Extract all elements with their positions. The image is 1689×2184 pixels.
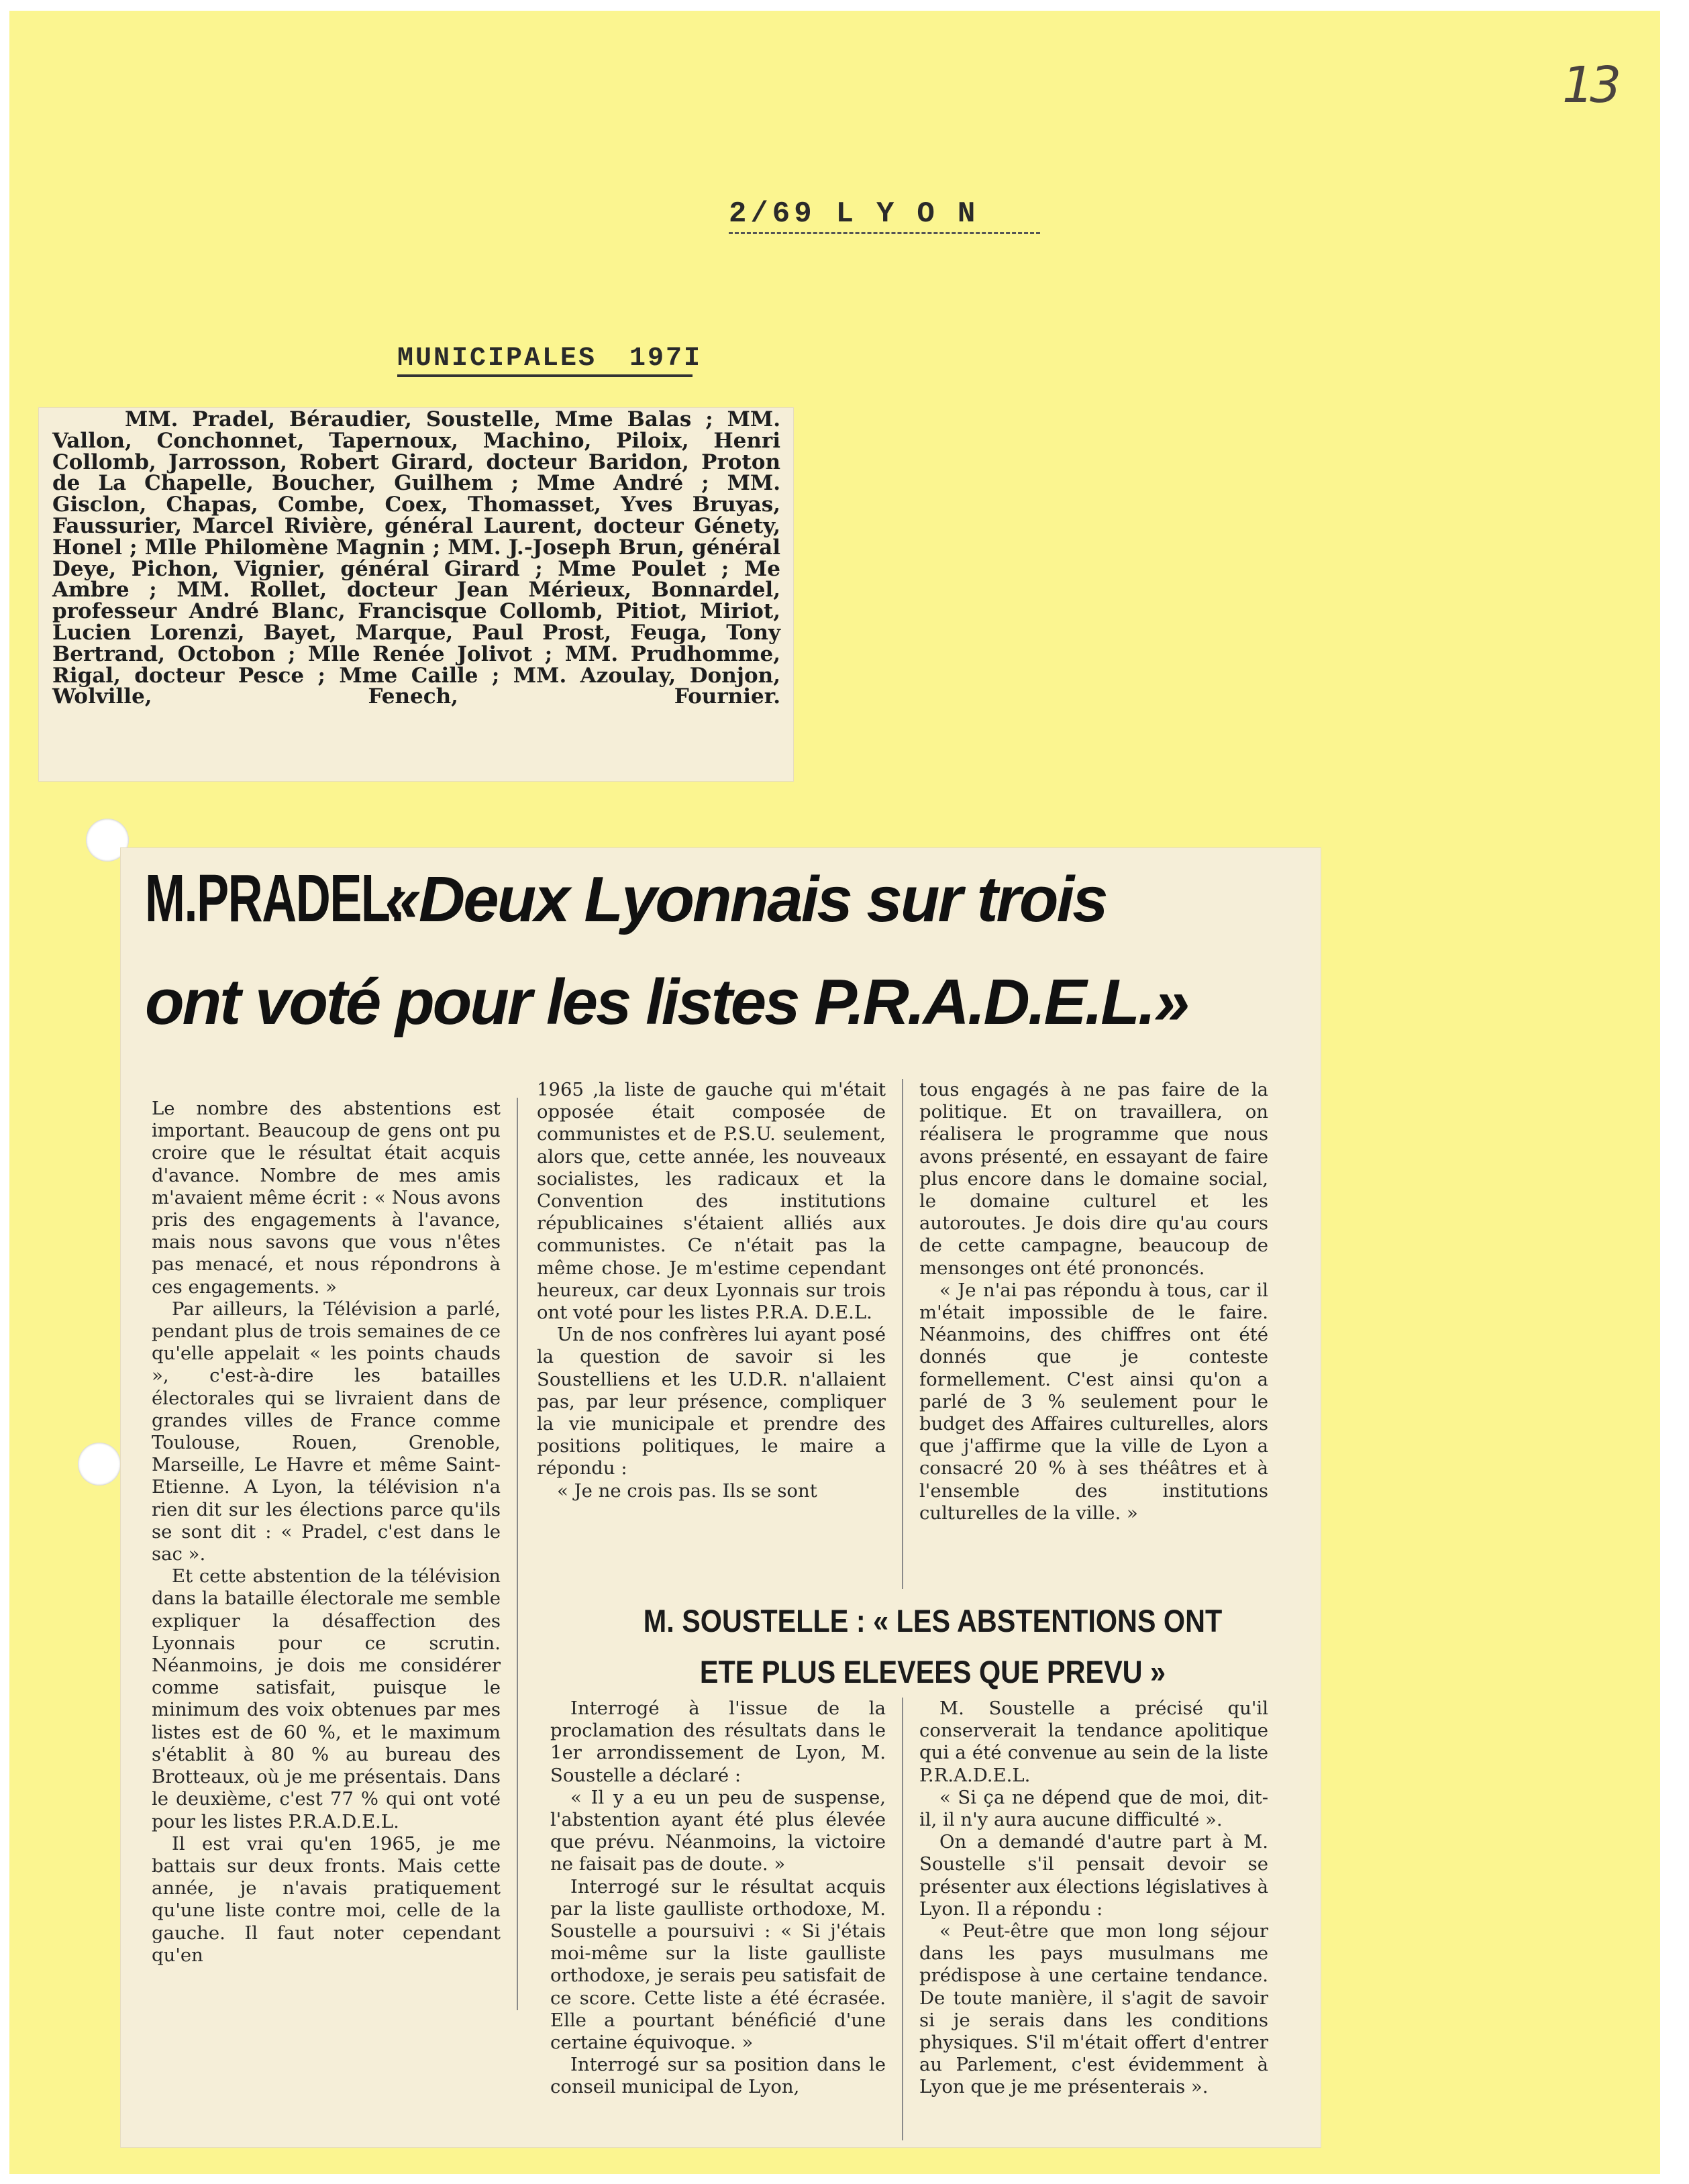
col2-paragraph: 1965 ,la liste de gauche qui m'était opposée était composée de communistes et de P.S.U. seulement, alors que, cette année, les nouveaux socialistes, les radicaux et la Convention des institutions républicaines s'étaient alliés aux communistes. Ce n'était pas la même chose. Je m'estime cependant heureux, car deux Lyonnais sur trois ont voté pour les listes P.R.A. D.E.L. (537, 1079, 886, 1324)
archive-city: LYON (835, 197, 999, 231)
col3-paragraph: « Je n'ai pas répondu à tous, car il m'était impossible de le faire. Néanmoins, des chiffres ont été donnés que je conteste formellement. C'est ainsi qu'on a parlé de 3 % seulement pour le budget des Affaires culturelles, alors que j'affirme que la ville de Lyon a consacré 20 % à ses théâtres et à l'ensemble des institutions culturelles de la ville. » (919, 1279, 1268, 1524)
column-rule (902, 1079, 903, 1589)
names-list-text: MM. Pradel, Béraudier, Soustelle, Mme Balas ; MM. Vallon, Conchonnet, Tapernoux, Machino, Piloix, Henri Collomb, Jarrosson, Robert Girard, docteur Baridon, Proton de La Chapelle, Boucher, Guilhem ; Mme André ; MM. Gisclon, Chapas, Combe, Coex, Thomasset, Yves Bruyas, Faussurier, Marcel Rivière, général Laurent, docteur Génety, Honel ; Mlle Philomène Magnin ; MM. J.-Joseph Brun, général Deye, Pichon, Vignier, général Girard ; Mme Poulet ; Me Ambre ; MM. Rollet, docteur Jean Mérieux, Bonnardel, professeur André Blanc, Francisque Collomb, Pitiot, Miriot, Lucien Lorenzi, Bayet, Marque, Paul Prost, Feuga, Tony Bertrand, Octobon ; Mlle Renée Jolivot ; MM. Prudhomme, Rigal, docteur Pesce ; Mme Caille ; MM. Azoulay, Donjon, Wolville, Fenech, Fournier. (52, 407, 780, 709)
article-column-5 (919, 1698, 1268, 2099)
archive-code: 2/69 (729, 197, 816, 231)
article-column-2 (537, 1079, 886, 1502)
col5-paragraph: M. Soustelle a précisé qu'il conserverait la tendance apolitique qui a été convenue au sein de la liste P.R.A.D.E.L. (919, 1698, 1268, 1786)
soustelle-subheadline: M. SOUSTELLE : « LES ABSTENTIONS ONT ETE PLUS ELEVEES QUE PREVU » (643, 1603, 1223, 1689)
column-rule (517, 1098, 518, 2010)
article-headline (145, 862, 1306, 1039)
col2-paragraph: Un de nos confrères lui ayant posé la question de savoir si les Soustelliens et les U.D.R. n'allaient pas, par leur présence, compliquer la vie municipale et prendre des positions politiques, le maire a répondu : (537, 1324, 886, 1479)
section-title: MUNICIPALES 197I (397, 344, 703, 374)
col4-paragraph: « Il y a eu un peu de suspense, l'abstention ayant été plus élevée que prévu. Néanmoins, la victoire ne faisait pas de doute. » (550, 1786, 886, 1875)
col1-paragraph: Le nombre des abstentions est important. Beaucoup de gens ont pu croire que le résultat était acquis d'avance. Nombre de mes amis m'avaient même écrit : « Nous avons pris des engagements à l'avance, mais nous savons que vous n'êtes pas menacé, et nous répondrons à ces engagements. » (152, 1098, 501, 1298)
article-column-3 (919, 1079, 1268, 1524)
headline-quote-part2: ont voté pour les listes P.R.A.D.E.L.» (145, 966, 1188, 1038)
col1-paragraph: Par ailleurs, la Télévision a parlé, pendant plus de trois semaines de ce qu'elle appelait « les points chauds », c'est-à-dire les batailles électorales qui se livraient dans de grandes villes de France comme Toulouse, Rouen, Grenoble, Marseille, Le Havre et même Saint-Etienne. A Lyon, la télévision n'a rien dit sur les élections parce qu'ils se sont dit : « Pradel, c'est dans le sac ». (152, 1298, 501, 1565)
col4-paragraph: Interrogé sur le résultat acquis par la liste gaulliste orthodoxe, M. Soustelle a poursuivi : « Si j'étais moi-même sur la liste gaulliste orthodoxe, je serais peu satisfait de ce score. Cette liste a été écrasée. Elle a pourtant bénéficié d'une certaine équivoque. » (550, 1875, 886, 2054)
header-underline (729, 232, 1040, 234)
column-rule (902, 1698, 903, 2140)
col2-paragraph: « Je ne crois pas. Ils se sont (557, 1479, 817, 1502)
article-column-4 (550, 1698, 886, 2099)
col1-paragraph: Et cette abstention de la télévision dans la bataille électorale me semble expliquer la désaffection des Lyonnais pour ce scrutin. Néanmoins, je dois me considérer comme satisfait, puisque le minimum des voix obtenues par mes listes est de 60 %, et le maximum s'établit à 80 % au bureau des Brotteaux, où je me présentais. Dans le deuxième, c'est 77 % qui ont voté pour les listes P.R.A.D.E.L. (152, 1565, 501, 1832)
col5-paragraph: « Si ça ne dépend que de moi, dit-il, il n'y aura aucune difficulté ». (919, 1786, 1268, 1831)
col5-paragraph: On a demandé d'autre part à M. Soustelle s'il pensait devoir se présenter aux élections législatives à Lyon. Il a répondu : (919, 1831, 1268, 1920)
page-number: 13 (1562, 56, 1618, 114)
article-column-1 (152, 1098, 501, 1967)
col4-paragraph: Interrogé sur sa position dans le conseil municipal de Lyon, (550, 2054, 886, 2098)
col1-paragraph: Il est vrai qu'en 1965, je me battais sur deux fronts. Mais cette année, je n'avais pratiquement qu'une liste contre moi, celle de la gauche. Il faut noter cependant qu'en (152, 1832, 501, 1966)
col5-paragraph: « Peut-être que mon long séjour dans les pays musulmans me prédispose à une certaine tendance. De toute manière, il s'agit de savoir si je serais dans les conditions physiques. S'il m'était offert d'entrer au Parlement, c'est évidemment à Lyon que je me présenterais ». (919, 1920, 1268, 2098)
col4-paragraph: Interrogé à l'issue de la proclamation des résultats dans le 1er arrondissement de Lyon, M. Soustelle a déclaré : (550, 1698, 886, 1786)
section-underline (397, 374, 693, 377)
archive-header (729, 197, 998, 231)
col3-paragraph: tous engagés à ne pas faire de la politique. Et on travaillera, on réalisera le programme que nous avons présenté, en essayant de faire plus encore dans le domaine social, le domaine culturel et les autoroutes. Je dois dire qu'au cours de cette campagne, beaucoup de mensonges ont été prononcés. (919, 1079, 1268, 1279)
headline-name: M.PRADEL: (145, 861, 405, 936)
headline-quote-part1: «Deux Lyonnais sur trois (385, 864, 1107, 935)
punch-hole-bottom (78, 1443, 121, 1486)
